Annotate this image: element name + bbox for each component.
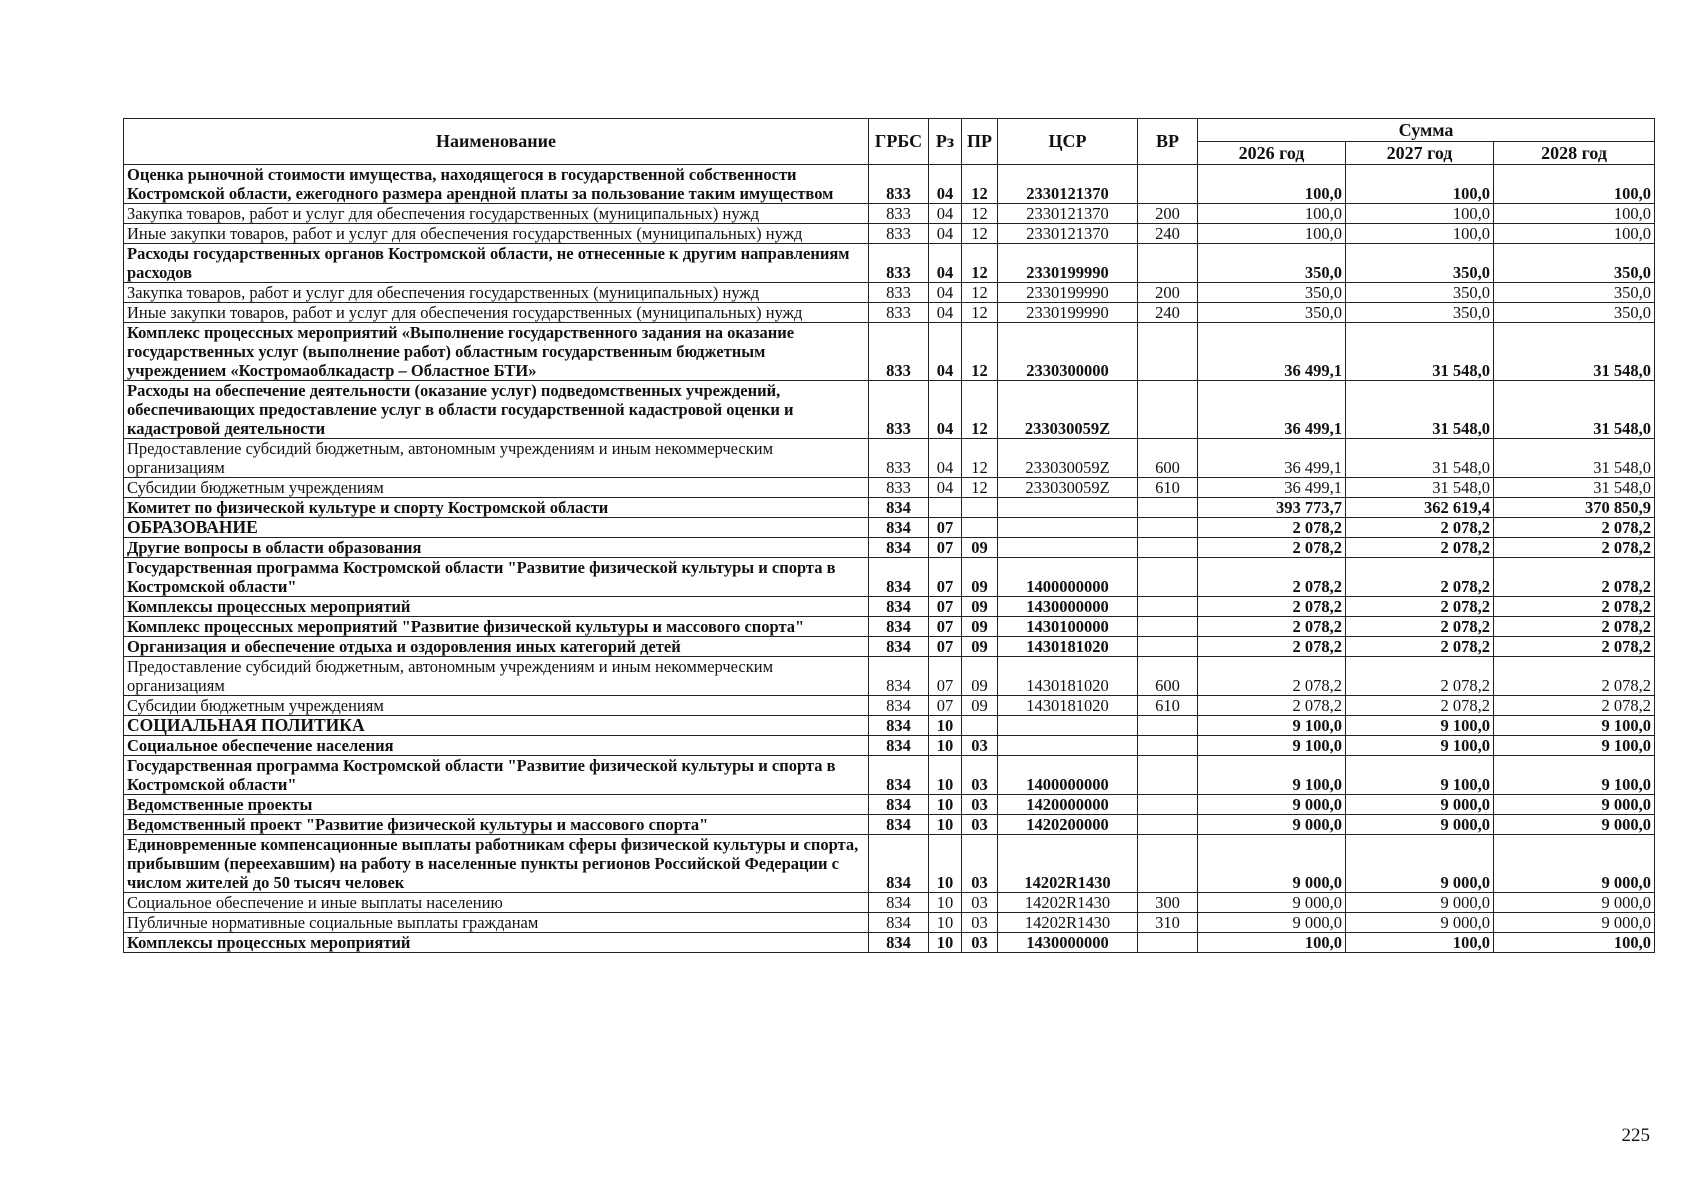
- cell-vr: 200: [1138, 283, 1198, 303]
- table-row: [124, 696, 1655, 716]
- cell-2026: 2 078,2: [1198, 637, 1346, 657]
- cell-2028: 100,0: [1494, 165, 1655, 204]
- cell-rz: 04: [929, 478, 962, 498]
- cell-rz: 04: [929, 244, 962, 283]
- cell-2026: 2 078,2: [1198, 617, 1346, 637]
- cell-2026: 100,0: [1198, 204, 1346, 224]
- cell-grbs: 833: [869, 283, 929, 303]
- table-row: [124, 283, 1655, 303]
- cell-2028: 31 548,0: [1494, 478, 1655, 498]
- cell-grbs: 833: [869, 224, 929, 244]
- cell-vr: [1138, 637, 1198, 657]
- table-row: [124, 558, 1655, 597]
- cell-pr: 03: [962, 756, 998, 795]
- cell-2028: 31 548,0: [1494, 439, 1655, 478]
- cell-pr: 09: [962, 617, 998, 637]
- cell-rz: 04: [929, 283, 962, 303]
- cell-grbs: 834: [869, 637, 929, 657]
- cell-2026: 2 078,2: [1198, 597, 1346, 617]
- cell-grbs: 834: [869, 657, 929, 696]
- header-year-2026: 2026 год: [1198, 142, 1346, 165]
- cell-2028: 100,0: [1494, 204, 1655, 224]
- cell-2027: 2 078,2: [1346, 518, 1494, 538]
- cell-grbs: 834: [869, 498, 929, 518]
- cell-2028: 2 078,2: [1494, 558, 1655, 597]
- cell-vr: [1138, 933, 1198, 953]
- cell-2027: 2 078,2: [1346, 597, 1494, 617]
- cell-pr: 03: [962, 815, 998, 835]
- cell-csr: 14202R1430: [998, 893, 1138, 913]
- cell-vr: 600: [1138, 657, 1198, 696]
- table-row: [124, 244, 1655, 283]
- cell-rz: 10: [929, 893, 962, 913]
- cell-vr: 240: [1138, 224, 1198, 244]
- cell-rz: 07: [929, 597, 962, 617]
- cell-grbs: 834: [869, 815, 929, 835]
- cell-rz: 10: [929, 835, 962, 893]
- cell-rz: 04: [929, 224, 962, 244]
- cell-2026: 9 100,0: [1198, 716, 1346, 736]
- cell-2026: 350,0: [1198, 244, 1346, 283]
- cell-csr: 233030059Z: [998, 381, 1138, 439]
- cell-2026: 2 078,2: [1198, 538, 1346, 558]
- header-year-2027: 2027 год: [1346, 142, 1494, 165]
- cell-2027: 9 000,0: [1346, 893, 1494, 913]
- cell-pr: 09: [962, 538, 998, 558]
- cell-2027: 100,0: [1346, 224, 1494, 244]
- table-row: [124, 913, 1655, 933]
- cell-vr: 610: [1138, 696, 1198, 716]
- table-row: [124, 224, 1655, 244]
- cell-2027: 100,0: [1346, 165, 1494, 204]
- cell-2026: 2 078,2: [1198, 558, 1346, 597]
- cell-2027: 9 000,0: [1346, 795, 1494, 815]
- cell-name: Предоставление субсидий бюджетным, автономным учреждениям и иным некоммерческим организациям: [124, 439, 869, 478]
- cell-grbs: 833: [869, 381, 929, 439]
- cell-rz: 07: [929, 558, 962, 597]
- cell-csr: 2330300000: [998, 323, 1138, 381]
- cell-vr: [1138, 617, 1198, 637]
- cell-2026: 36 499,1: [1198, 381, 1346, 439]
- cell-vr: [1138, 518, 1198, 538]
- cell-grbs: 834: [869, 538, 929, 558]
- table-row: [124, 893, 1655, 913]
- cell-grbs: 833: [869, 244, 929, 283]
- cell-2028: 9 100,0: [1494, 756, 1655, 795]
- cell-grbs: 833: [869, 478, 929, 498]
- cell-rz: 07: [929, 538, 962, 558]
- cell-vr: [1138, 558, 1198, 597]
- cell-name: Комитет по физической культуре и спорту Костромской области: [124, 498, 869, 518]
- cell-2028: 2 078,2: [1494, 696, 1655, 716]
- header-pr: ПР: [962, 119, 998, 165]
- cell-2028: 350,0: [1494, 283, 1655, 303]
- cell-2026: 36 499,1: [1198, 478, 1346, 498]
- cell-pr: 12: [962, 283, 998, 303]
- cell-pr: 09: [962, 558, 998, 597]
- header-grbs: ГРБС: [869, 119, 929, 165]
- table-row: [124, 756, 1655, 795]
- cell-rz: 10: [929, 933, 962, 953]
- cell-name: Организация и обеспечение отдыха и оздоровления иных категорий детей: [124, 637, 869, 657]
- header-name: Наименование: [124, 119, 869, 165]
- cell-grbs: 834: [869, 756, 929, 795]
- cell-vr: [1138, 815, 1198, 835]
- cell-csr: 2330121370: [998, 165, 1138, 204]
- cell-2027: 31 548,0: [1346, 478, 1494, 498]
- cell-name: Закупка товаров, работ и услуг для обеспечения государственных (муниципальных) нужд: [124, 204, 869, 224]
- cell-csr: 1430181020: [998, 637, 1138, 657]
- cell-rz: 07: [929, 657, 962, 696]
- cell-pr: 09: [962, 696, 998, 716]
- cell-name: Расходы на обеспечение деятельности (оказание услуг) подведомственных учреждений, обеспечивающих предоставление услуг в области государственной кадастровой оценки и кадастровой деятельности: [124, 381, 869, 439]
- cell-rz: 10: [929, 716, 962, 736]
- table-row: [124, 381, 1655, 439]
- cell-rz: 04: [929, 439, 962, 478]
- cell-2027: 2 078,2: [1346, 657, 1494, 696]
- cell-vr: [1138, 716, 1198, 736]
- cell-vr: [1138, 165, 1198, 204]
- cell-2026: 9 000,0: [1198, 913, 1346, 933]
- cell-name: Ведомственные проекты: [124, 795, 869, 815]
- cell-2027: 9 000,0: [1346, 835, 1494, 893]
- cell-grbs: 834: [869, 518, 929, 538]
- cell-pr: 09: [962, 597, 998, 617]
- cell-2027: 362 619,4: [1346, 498, 1494, 518]
- cell-pr: 12: [962, 244, 998, 283]
- cell-2026: 350,0: [1198, 283, 1346, 303]
- cell-2028: 2 078,2: [1494, 538, 1655, 558]
- cell-name: Социальное обеспечение и иные выплаты населению: [124, 893, 869, 913]
- cell-grbs: 834: [869, 795, 929, 815]
- cell-rz: 10: [929, 913, 962, 933]
- cell-2026: 9 000,0: [1198, 893, 1346, 913]
- cell-pr: 12: [962, 439, 998, 478]
- cell-2028: 2 078,2: [1494, 518, 1655, 538]
- table-row: [124, 518, 1655, 538]
- table-row: [124, 204, 1655, 224]
- cell-pr: [962, 498, 998, 518]
- table-row: [124, 303, 1655, 323]
- cell-2027: 9 000,0: [1346, 913, 1494, 933]
- table-row: [124, 538, 1655, 558]
- cell-csr: 1420000000: [998, 795, 1138, 815]
- cell-grbs: 834: [869, 617, 929, 637]
- cell-rz: 10: [929, 736, 962, 756]
- cell-rz: 04: [929, 303, 962, 323]
- cell-grbs: 834: [869, 736, 929, 756]
- cell-2028: 9 000,0: [1494, 795, 1655, 815]
- cell-pr: 09: [962, 657, 998, 696]
- cell-rz: 04: [929, 323, 962, 381]
- cell-csr: 1400000000: [998, 558, 1138, 597]
- table-row: [124, 165, 1655, 204]
- cell-2028: 9 000,0: [1494, 835, 1655, 893]
- cell-2026: 36 499,1: [1198, 439, 1346, 478]
- cell-csr: 1430100000: [998, 617, 1138, 637]
- cell-name: Единовременные компенсационные выплаты работникам сферы физической культуры и спорта, прибывшим (переехавшим) на работу в населенные пункты регионов Российской Федерации с числом жителей до 50 тысяч человек: [124, 835, 869, 893]
- cell-csr: 1430181020: [998, 657, 1138, 696]
- header-year-2028: 2028 год: [1494, 142, 1655, 165]
- cell-name: Субсидии бюджетным учреждениям: [124, 696, 869, 716]
- table-row: [124, 815, 1655, 835]
- cell-vr: [1138, 538, 1198, 558]
- cell-grbs: 834: [869, 597, 929, 617]
- cell-pr: 03: [962, 835, 998, 893]
- cell-name: Расходы государственных органов Костромской области, не отнесенные к другим направлениям расходов: [124, 244, 869, 283]
- cell-2028: 9 000,0: [1494, 913, 1655, 933]
- table-row: [124, 323, 1655, 381]
- cell-2026: 9 100,0: [1198, 736, 1346, 756]
- cell-csr: 2330121370: [998, 204, 1138, 224]
- table-row: [124, 478, 1655, 498]
- cell-rz: 07: [929, 696, 962, 716]
- cell-grbs: 833: [869, 204, 929, 224]
- cell-grbs: 834: [869, 913, 929, 933]
- cell-2027: 350,0: [1346, 244, 1494, 283]
- cell-2026: 36 499,1: [1198, 323, 1346, 381]
- cell-csr: 1400000000: [998, 756, 1138, 795]
- cell-grbs: 834: [869, 558, 929, 597]
- cell-name: Ведомственный проект "Развитие физической культуры и массового спорта": [124, 815, 869, 835]
- cell-2026: 9 000,0: [1198, 815, 1346, 835]
- cell-csr: 2330199990: [998, 303, 1138, 323]
- table-row: [124, 657, 1655, 696]
- table-row: [124, 637, 1655, 657]
- cell-2028: 350,0: [1494, 244, 1655, 283]
- cell-vr: [1138, 244, 1198, 283]
- cell-pr: 03: [962, 913, 998, 933]
- cell-2026: 2 078,2: [1198, 518, 1346, 538]
- cell-2028: 9 100,0: [1494, 716, 1655, 736]
- cell-vr: [1138, 795, 1198, 815]
- cell-2028: 31 548,0: [1494, 323, 1655, 381]
- cell-name: Публичные нормативные социальные выплаты гражданам: [124, 913, 869, 933]
- cell-name: Государственная программа Костромской области "Развитие физической культуры и спорта в Костромской области": [124, 558, 869, 597]
- cell-pr: [962, 716, 998, 736]
- cell-grbs: 833: [869, 165, 929, 204]
- cell-csr: [998, 716, 1138, 736]
- cell-pr: 12: [962, 224, 998, 244]
- cell-2028: 350,0: [1494, 303, 1655, 323]
- table-row: [124, 617, 1655, 637]
- cell-rz: 07: [929, 518, 962, 538]
- table-row: [124, 933, 1655, 953]
- cell-name: ОБРАЗОВАНИЕ: [124, 518, 869, 538]
- cell-2026: 9 000,0: [1198, 835, 1346, 893]
- budget-table: [123, 118, 1655, 953]
- cell-2028: 370 850,9: [1494, 498, 1655, 518]
- cell-rz: 10: [929, 756, 962, 795]
- cell-rz: 04: [929, 381, 962, 439]
- cell-csr: 1430000000: [998, 933, 1138, 953]
- cell-grbs: 834: [869, 933, 929, 953]
- cell-vr: [1138, 498, 1198, 518]
- cell-name: Комплексы процессных мероприятий: [124, 933, 869, 953]
- cell-vr: [1138, 835, 1198, 893]
- cell-grbs: 834: [869, 835, 929, 893]
- header-sum: Сумма: [1198, 119, 1655, 142]
- table-row: [124, 795, 1655, 815]
- cell-grbs: 834: [869, 716, 929, 736]
- cell-grbs: 834: [869, 893, 929, 913]
- cell-name: Комплекс процессных мероприятий "Развитие физической культуры и массового спорта": [124, 617, 869, 637]
- cell-2027: 2 078,2: [1346, 538, 1494, 558]
- cell-2026: 9 000,0: [1198, 795, 1346, 815]
- cell-2027: 2 078,2: [1346, 637, 1494, 657]
- cell-2028: 2 078,2: [1494, 597, 1655, 617]
- cell-pr: 12: [962, 323, 998, 381]
- cell-name: Государственная программа Костромской области "Развитие физической культуры и спорта в Костромской области": [124, 756, 869, 795]
- cell-csr: 1430000000: [998, 597, 1138, 617]
- cell-vr: 240: [1138, 303, 1198, 323]
- cell-csr: [998, 518, 1138, 538]
- cell-2028: 100,0: [1494, 933, 1655, 953]
- cell-pr: 09: [962, 637, 998, 657]
- page-number: 225: [1621, 1125, 1650, 1146]
- cell-vr: 300: [1138, 893, 1198, 913]
- cell-2027: 100,0: [1346, 204, 1494, 224]
- table-row: [124, 736, 1655, 756]
- cell-rz: 04: [929, 204, 962, 224]
- cell-grbs: 833: [869, 439, 929, 478]
- cell-name: Социальное обеспечение населения: [124, 736, 869, 756]
- header-vr: ВР: [1138, 119, 1198, 165]
- cell-2028: 2 078,2: [1494, 657, 1655, 696]
- cell-2027: 350,0: [1346, 303, 1494, 323]
- cell-2028: 9 000,0: [1494, 815, 1655, 835]
- cell-vr: [1138, 323, 1198, 381]
- cell-name: Другие вопросы в области образования: [124, 538, 869, 558]
- cell-2027: 9 100,0: [1346, 716, 1494, 736]
- cell-rz: [929, 498, 962, 518]
- table-row: [124, 597, 1655, 617]
- cell-pr: 12: [962, 204, 998, 224]
- cell-csr: 14202R1430: [998, 835, 1138, 893]
- cell-2026: 2 078,2: [1198, 657, 1346, 696]
- cell-pr: 12: [962, 165, 998, 204]
- cell-2026: 100,0: [1198, 165, 1346, 204]
- cell-pr: 12: [962, 478, 998, 498]
- cell-2027: 31 548,0: [1346, 439, 1494, 478]
- cell-name: Иные закупки товаров, работ и услуг для обеспечения государственных (муниципальных) нужд: [124, 224, 869, 244]
- cell-rz: 07: [929, 637, 962, 657]
- cell-2026: 100,0: [1198, 224, 1346, 244]
- cell-2026: 393 773,7: [1198, 498, 1346, 518]
- cell-csr: [998, 498, 1138, 518]
- table-row: [124, 835, 1655, 893]
- cell-vr: 200: [1138, 204, 1198, 224]
- cell-csr: 1430181020: [998, 696, 1138, 716]
- cell-name: Иные закупки товаров, работ и услуг для обеспечения государственных (муниципальных) нужд: [124, 303, 869, 323]
- cell-2026: 2 078,2: [1198, 696, 1346, 716]
- cell-rz: 07: [929, 617, 962, 637]
- cell-2027: 9 100,0: [1346, 756, 1494, 795]
- cell-grbs: 834: [869, 696, 929, 716]
- cell-2026: 100,0: [1198, 933, 1346, 953]
- header-csr: ЦСР: [998, 119, 1138, 165]
- cell-2028: 2 078,2: [1494, 617, 1655, 637]
- cell-pr: 03: [962, 933, 998, 953]
- cell-2027: 9 000,0: [1346, 815, 1494, 835]
- cell-2027: 31 548,0: [1346, 381, 1494, 439]
- cell-pr: 12: [962, 381, 998, 439]
- cell-csr: 233030059Z: [998, 478, 1138, 498]
- cell-pr: [962, 518, 998, 538]
- cell-vr: [1138, 736, 1198, 756]
- table-body: [124, 165, 1655, 953]
- cell-vr: [1138, 756, 1198, 795]
- cell-vr: [1138, 381, 1198, 439]
- cell-2026: 350,0: [1198, 303, 1346, 323]
- cell-vr: 310: [1138, 913, 1198, 933]
- cell-2027: 100,0: [1346, 933, 1494, 953]
- cell-name: Комплексы процессных мероприятий: [124, 597, 869, 617]
- cell-2028: 100,0: [1494, 224, 1655, 244]
- cell-name: СОЦИАЛЬНАЯ ПОЛИТИКА: [124, 716, 869, 736]
- header-rz: Рз: [929, 119, 962, 165]
- cell-2027: 31 548,0: [1346, 323, 1494, 381]
- cell-name: Оценка рыночной стоимости имущества, находящегося в государственной собственности Костромской области, ежегодного размера арендной платы за пользование таким имуществом: [124, 165, 869, 204]
- cell-csr: [998, 736, 1138, 756]
- cell-csr: 2330199990: [998, 244, 1138, 283]
- cell-2026: 9 100,0: [1198, 756, 1346, 795]
- cell-2028: 31 548,0: [1494, 381, 1655, 439]
- cell-csr: 14202R1430: [998, 913, 1138, 933]
- cell-2027: 2 078,2: [1346, 696, 1494, 716]
- cell-rz: 10: [929, 815, 962, 835]
- cell-csr: 2330121370: [998, 224, 1138, 244]
- cell-vr: [1138, 597, 1198, 617]
- cell-vr: 600: [1138, 439, 1198, 478]
- cell-rz: 04: [929, 165, 962, 204]
- cell-csr: 1420200000: [998, 815, 1138, 835]
- cell-2027: 2 078,2: [1346, 617, 1494, 637]
- cell-pr: 03: [962, 736, 998, 756]
- cell-grbs: 833: [869, 303, 929, 323]
- cell-csr: 2330199990: [998, 283, 1138, 303]
- table-row: [124, 439, 1655, 478]
- cell-grbs: 833: [869, 323, 929, 381]
- table-row: [124, 498, 1655, 518]
- cell-csr: 233030059Z: [998, 439, 1138, 478]
- cell-name: Предоставление субсидий бюджетным, автономным учреждениям и иным некоммерческим организациям: [124, 657, 869, 696]
- cell-2027: 9 100,0: [1346, 736, 1494, 756]
- cell-rz: 10: [929, 795, 962, 815]
- cell-pr: 03: [962, 893, 998, 913]
- cell-2028: 2 078,2: [1494, 637, 1655, 657]
- table-row: [124, 716, 1655, 736]
- cell-vr: 610: [1138, 478, 1198, 498]
- cell-csr: [998, 538, 1138, 558]
- cell-name: Закупка товаров, работ и услуг для обеспечения государственных (муниципальных) нужд: [124, 283, 869, 303]
- cell-2027: 350,0: [1346, 283, 1494, 303]
- cell-pr: 12: [962, 303, 998, 323]
- cell-2028: 9 100,0: [1494, 736, 1655, 756]
- cell-2028: 9 000,0: [1494, 893, 1655, 913]
- cell-name: Субсидии бюджетным учреждениям: [124, 478, 869, 498]
- cell-pr: 03: [962, 795, 998, 815]
- cell-name: Комплекс процессных мероприятий «Выполнение государственного задания на оказание государственных услуг (выполнение работ) областным государственным бюджетным учреждением «Костромаоблкадастр – Областное БТИ»: [124, 323, 869, 381]
- cell-2027: 2 078,2: [1346, 558, 1494, 597]
